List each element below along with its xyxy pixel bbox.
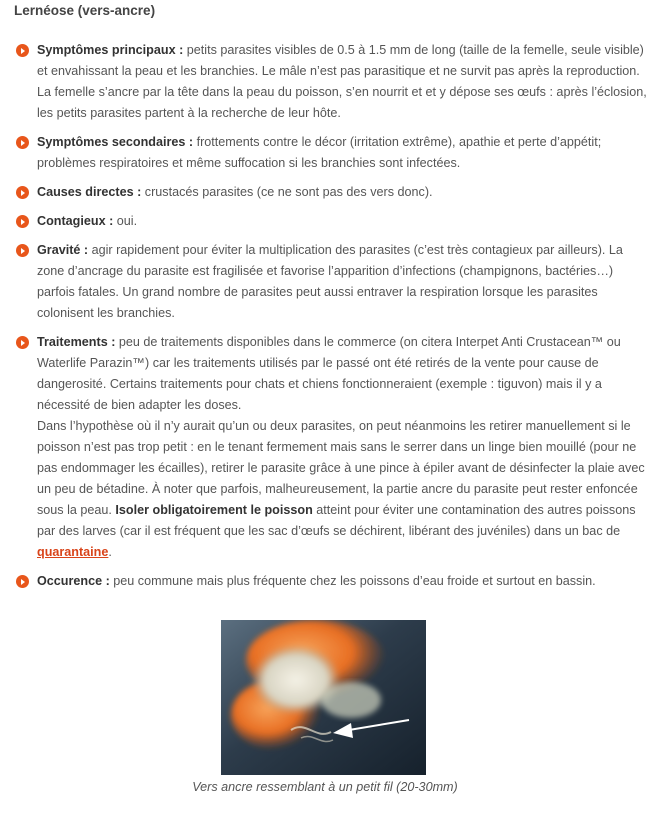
quarantaine-link[interactable]: quarantaine <box>37 545 109 559</box>
section-title: Lernéose (vers-ancre) <box>14 3 156 18</box>
list-item-symptomes-principaux <box>0 40 664 124</box>
item-text: peu de traitements disponibles dans le commerce (on citera Interpet Anti Crustacean™ ou Waterlife Parazin™) car les traitements utilisés par le passé ont été retirés de la vente pour cause de dangerosité. Certains traitements pour chats et chiens fonctionneraient (exemple : tiguvon) mais il y a nécessité de bien adapter les doses. <box>37 335 621 412</box>
item-label: Gravité : <box>37 243 89 257</box>
fish-parasite-photo <box>221 620 426 775</box>
list-item-occurence <box>0 571 664 592</box>
list-item-contagieux <box>0 211 664 232</box>
item-text-continued: Dans l’hypothèse où il n’y aurait qu’un ou deux parasites, on peut néanmoins les retirer manuellement si le poisson n’est pas trop petit : en le tenant fermement mais sans le serrer dans un linge bien mouillé (pour ne pas endommager les écailles), retirer le parasite grâce à une pince à épiler avant de désinfecter la plaie avec un peu de bétadine. À noter que parfois, malheureusement, la partie ancre du parasite peut rester enfoncée sous la peau. <box>37 419 645 517</box>
item-label: Causes directes : <box>37 185 142 199</box>
arrow-bullet-icon <box>16 244 29 257</box>
arrow-bullet-icon <box>16 215 29 228</box>
list-item-causes-directes <box>0 182 664 203</box>
item-text: frottements contre le décor (irritation extrême), apathie et perte d’appétit; problèmes respiratoires et même suffocation si les branchies sont infectées. <box>37 135 602 170</box>
item-text: petits parasites visibles de 0.5 à 1.5 mm de long (taille de la femelle, seule visible) et envahissant la peau et les branchies. Le mâle n’est pas parasitique et ne survit pas après la reproduction. La femelle s’ancre par la tête dans la peau du poisson, s’en nourrit et et y dépose ses œufs : après l’éclosion, les petits parasites partent à la recherche de leur hôte. <box>37 43 647 120</box>
list-item-traitements <box>0 332 664 563</box>
emphasis-text: Isoler obligatoirement le poisson <box>115 503 313 517</box>
item-text: peu commune mais plus fréquente chez les poissons d’eau froide et surtout en bassin. <box>109 574 596 588</box>
item-label: Symptômes principaux : <box>37 43 184 57</box>
fish-photo-illustration <box>221 620 426 775</box>
item-text-continued: atteint pour éviter une contamination des autres poissons par des larves (car il est fréquent que les sac d’œufs se déchirent, libérant des juvéniles) dans un bac de <box>37 503 636 538</box>
item-label: Traitements : <box>37 335 116 349</box>
item-text: agir rapidement pour éviter la multiplication des parasites (c’est très contagieux par ailleurs). La zone d’ancrage du parasite est fragilisée et favorise l’apparition d’infections (champignons, bactéries…) parfois fatales. Un grand nombre de parasites peut aussi entraver la respiration lorsque les parasites colonisent les branchies. <box>37 243 623 320</box>
arrow-bullet-icon <box>16 575 29 588</box>
arrow-bullet-icon <box>16 44 29 57</box>
item-label: Symptômes secondaires : <box>37 135 194 149</box>
symptom-list <box>0 40 664 600</box>
item-text: oui. <box>113 214 138 228</box>
item-label: Occurence : <box>37 574 110 588</box>
item-text-end: . <box>108 545 112 559</box>
arrow-bullet-icon <box>16 136 29 149</box>
photo-caption: Vers ancre ressemblant à un petit fil (20-30mm) <box>192 780 458 794</box>
arrow-bullet-icon <box>16 186 29 199</box>
arrow-bullet-icon <box>16 336 29 349</box>
list-item-gravite <box>0 240 664 324</box>
item-label: Contagieux : <box>37 214 114 228</box>
item-text: crustacés parasites (ce ne sont pas des vers donc). <box>141 185 433 199</box>
list-item-symptomes-secondaires <box>0 132 664 174</box>
